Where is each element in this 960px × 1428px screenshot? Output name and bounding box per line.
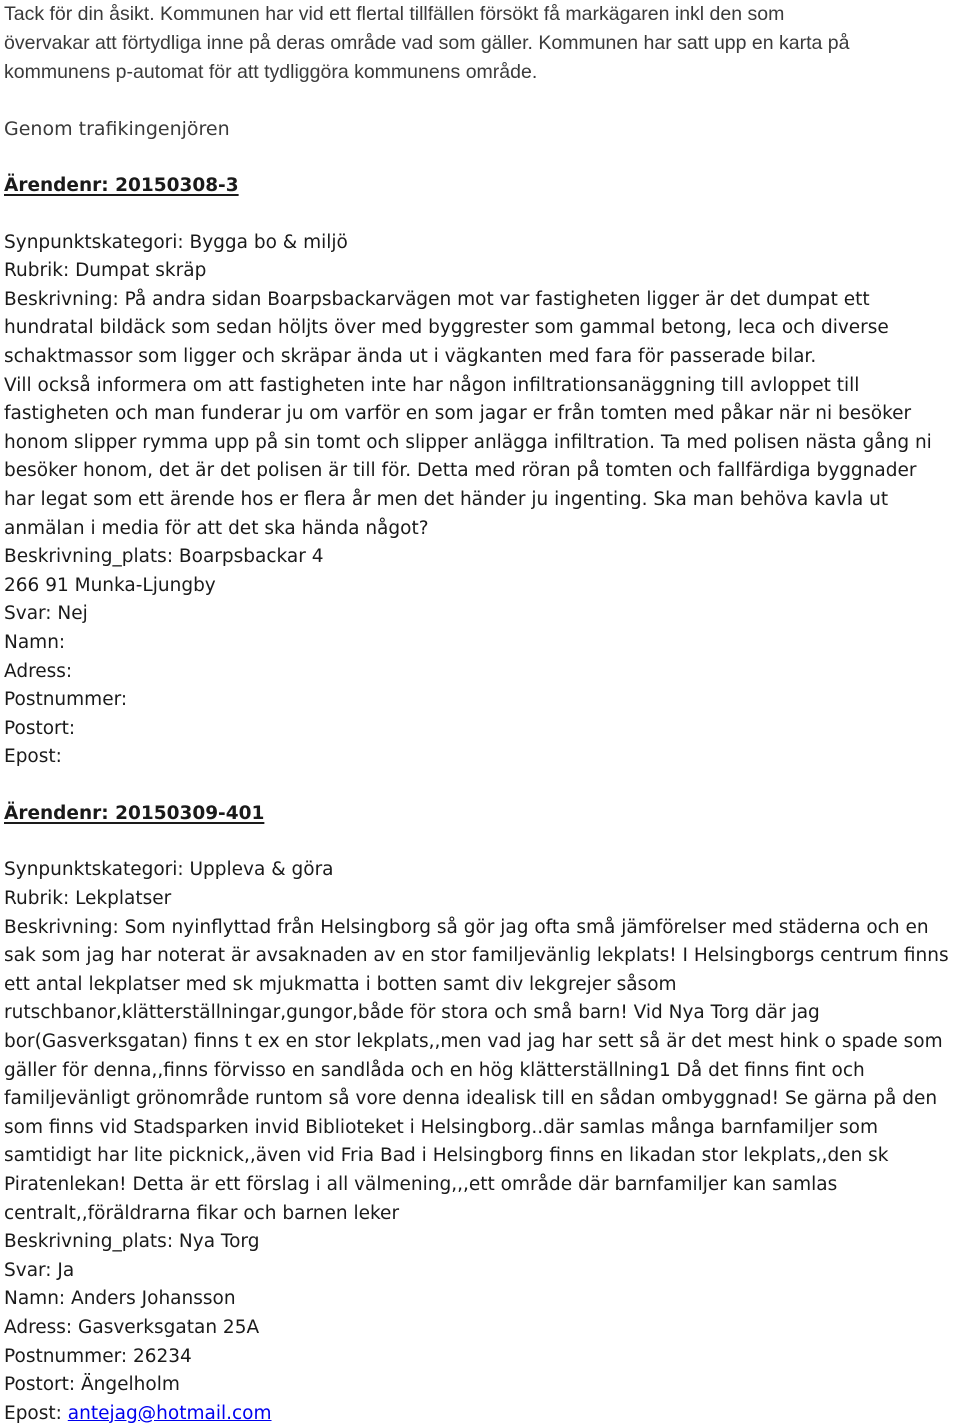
case-number: Ärendenr: 20150308-3 [4, 175, 239, 196]
description-line: schaktmassor som ligger och skräpar ända ut i vägkanten med fara för passerade bilar. [4, 345, 817, 367]
description-line: besöker honom, det är det polisen är till för. Detta med röran på tomten och fallfärdiga byggnader [4, 460, 917, 482]
reply-signature: Genom trafikingenjören [4, 118, 230, 140]
municipality-reply [4, 0, 958, 87]
case-email [4, 1400, 958, 1428]
case-place-extra: 266 91 Munka-Ljungby [4, 574, 216, 596]
description-line: Piratenlekan! Detta är ett förslag i all välmening,,,ett område där barnfamiljer kan samlas [4, 1174, 838, 1195]
case-place: Beskrivning_plats: Nya Torg [4, 1231, 260, 1253]
description-line: samtidigt har lite picknick,,även vid Fria Bad i Helsingborg finns en likadan stor lekplats,,den sk [4, 1145, 889, 1167]
case-name: Namn: Anders Johansson [4, 1288, 236, 1310]
case-address: Adress: [4, 660, 73, 682]
case-title: Rubrik: Dumpat skräp [4, 260, 207, 282]
description-line: centralt,,föräldrarna fikar och barnen leker [4, 1202, 400, 1224]
case-answer: Svar: Nej [4, 603, 88, 625]
description-line: bor(Gasverksgatan) finns t ex en stor lekplats,,men vad jag har sett så är det mest hink o spade som [4, 1031, 943, 1053]
description-line: honom slipper rymma upp på sin tomt och slipper anlägga infiltration. Ta med polisen nästa gång ni [4, 431, 932, 453]
case-address: Adress: Gasverksgatan 25A [4, 1316, 260, 1338]
case-answer: Svar: Ja [4, 1259, 75, 1281]
description-line: sak som jag har noterat är avsaknaden av en stor familjevänlig lekplats! I Helsingborgs centrum finns [4, 945, 949, 967]
case-description [4, 286, 958, 543]
description-line: hundratal bildäck som sedan höljts över med byggrester som gammal betong, leca och diverse [4, 317, 889, 339]
description-line: Vill också informera om att fastigheten inte har någon infiltrationsanäggning till avloppet till [4, 374, 860, 396]
case-email [4, 743, 958, 772]
document-page [4, 0, 958, 1428]
case-city: Postort: [4, 717, 76, 739]
description-line: rutschbanor,klätterställningar,gungor,både för stora och små barn! Vid Nya Torg där jag [4, 1002, 820, 1024]
case-category: Synpunktskategori: Bygga bo & miljö [4, 231, 348, 253]
case-entry [4, 172, 958, 772]
case-postal-code: Postnummer: [4, 689, 128, 711]
case-title: Rubrik: Lekplatser [4, 888, 172, 910]
reply-line: Tack för din åsikt. Kommunen har vid ett flertal tillfällen försökt få markägaren inkl den som [4, 3, 785, 25]
case-place: Beskrivning_plats: Boarpsbackar 4 [4, 546, 324, 568]
case-city: Postort: Ängelholm [4, 1374, 180, 1396]
description-line: som finns vid Stadsparken invid Biblioteket i Helsingborg..där samlas många barnfamiljer som [4, 1116, 878, 1138]
description-line: har legat som ett ärende hos er flera år men det händer ju ingenting. Ska man behöva kavla ut [4, 488, 889, 510]
email-label: Epost: [4, 1402, 68, 1424]
reply-line: kommunens p-automat för att tydliggöra kommunens område. [4, 61, 538, 83]
email-label: Epost: [4, 746, 62, 768]
case-description [4, 914, 958, 1229]
description-line: familjevänligt grönområde runtom så vore denna idealisk till en sådan ombyggnad! Se gärna på den [4, 1088, 938, 1110]
description-line: fastigheten och man funderar ju om varför en som jagar er från tomten med påkar när ni besöker [4, 403, 912, 425]
case-number: Ärendenr: 20150309-401 [4, 802, 265, 824]
email-link[interactable]: antejag@hotmail.com [67, 1402, 272, 1424]
case-postal-code: Postnummer: 26234 [4, 1345, 192, 1367]
case-name: Namn: [4, 631, 66, 653]
description-line: Beskrivning: Som nyinflyttad från Helsingborg så gör jag ofta små jämförelser med städerna och en [4, 916, 929, 938]
description-line: anmälan i media för att det ska hända något? [4, 517, 429, 539]
description-line: gäller för denna,,finns förvisso en sandlåda och en hög klätterställning1 Då det finns fint och [4, 1059, 865, 1081]
case-entry [4, 800, 958, 1428]
description-line: ett antal lekplatser med sk mjukmatta i botten samt div lekgrejer såsom [4, 973, 677, 995]
reply-line: övervakar att förtydliga inne på deras område vad som gäller. Kommunen har satt upp en karta på [4, 32, 850, 54]
case-category: Synpunktskategori: Uppleva & göra [4, 859, 334, 881]
description-line: Beskrivning: På andra sidan Boarpsbackarvägen mot var fastigheten ligger är det dumpat ett [4, 288, 870, 310]
